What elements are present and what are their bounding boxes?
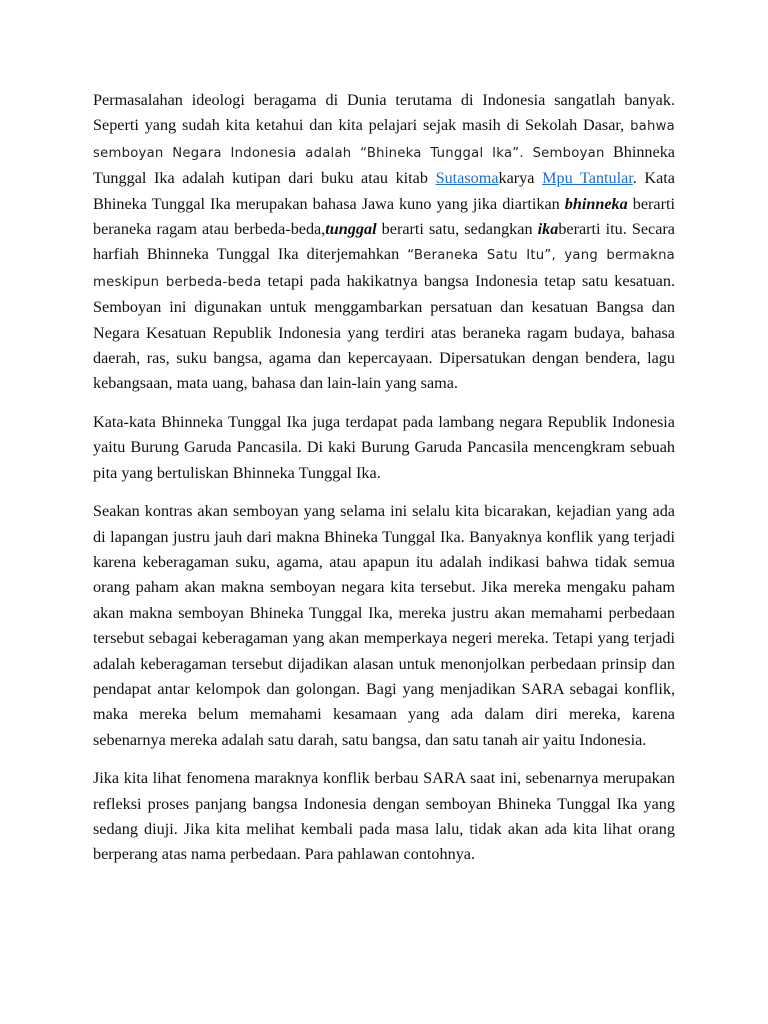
document-body xyxy=(93,88,675,881)
text-segment: Permasalahan ideologi beragama di Dunia terutama di Indonesia sangatlah banyak. Seperti yang sudah kita ketahui dan kita pelajari sejak masih di Sekolah Dasar, xyxy=(93,91,675,135)
text-segment-alt-font: bahwa semboyan Negara Indonesia adalah “Bhineka Tunggal Ika”. Semboyan xyxy=(93,119,675,161)
paragraph-3: Seakan kontras akan semboyan yang selama ini selalu kita bicarakan, kejadian yang ada di lapangan justru jauh dari makna Bhineka Tunggal Ika. Banyaknya konflik yang terjadi karena keberagaman suku, agama, atau apapun itu adalah indikasi bahwa tidak semua orang paham akan makna semboyan negara kita tersebut. Jika mereka mengaku paham akan makna semboyan Bhineka Tunggal Ika, mereka justru akan memahami perbedaan tersebut sebagai keberagaman yang akan memperkaya negeri mereka. Tetapi yang terjadi adalah keberagaman tersebut dijadikan alasan untuk menonjolkan perbedaan prinsip dan pendapat antar kelompok dan golongan. Bagi yang menjadikan SARA sebagai konflik, maka mereka belum memahami kesamaan yang ada dalam diri mereka, karena sebenarnya mereka adalah satu darah, satu bangsa, dan satu tanah air yaitu Indonesia. xyxy=(93,502,675,749)
term-ika: ika xyxy=(537,220,559,239)
text-segment: Bhinneka Tunggal Ika adalah kutipan dari buku atau kitab xyxy=(93,142,675,188)
text-segment: tetapi pada hakikatnya bangsa Indonesia tetap satu kesatuan. Semboyan ini digunakan untuk menggambarkan persatuan dan kesatuan Bangsa dan Negara Kesatuan Republik Indonesia yang terdiri atas beraneka ragam budaya, bahasa daerah, ras, suku bangsa, agama dan kepercayaan. Dipersatukan dengan bendera, lagu kebangsaan, mata uang, bahasa dan lain-lain yang sama. xyxy=(93,271,675,393)
text-segment: berarti beraneka ragam atau berbeda-beda, xyxy=(93,194,675,239)
term-tunggal: tunggal xyxy=(325,220,377,239)
link-sutasoma[interactable]: Sutasoma xyxy=(435,169,499,188)
text-segment: karya xyxy=(498,169,543,188)
text-segment: . Kata Bhineka Tunggal Ika merupakan bahasa Jawa kuno yang jika diartikan xyxy=(93,169,675,213)
paragraph-1 xyxy=(93,88,675,397)
term-bhinneka: bhinneka xyxy=(564,194,628,213)
paragraph-2: Kata-kata Bhinneka Tunggal Ika juga terdapat pada lambang negara Republik Indonesia yaitu Burung Garuda Pancasila. Di kaki Burung Garuda Pancasila mencengkram sebuah pita yang bertuliskan Bhinneka Tunggal Ika. xyxy=(93,412,675,482)
text-segment: berarti satu, sedangkan xyxy=(376,220,538,239)
paragraph-4: Jika kita lihat fenomena maraknya konflik berbau SARA saat ini, sebenarnya merupakan refleksi proses panjang bangsa Indonesia dengan semboyan Bhineka Tunggal Ika yang sedang diuji. Jika kita melihat kembali pada masa lalu, tidak akan ada kita lihat orang berperang atas nama perbedaan. Para pahlawan contohnya. xyxy=(93,769,675,864)
link-mpu-tantular[interactable]: Mpu Tantular xyxy=(542,169,633,188)
text-segment-alt-font: “Beraneka Satu Itu”, yang bermakna meskipun berbeda-beda xyxy=(93,248,676,290)
text-segment: berarti itu. Secara harfiah Bhinneka Tunggal Ika diterjemahkan xyxy=(93,220,675,264)
